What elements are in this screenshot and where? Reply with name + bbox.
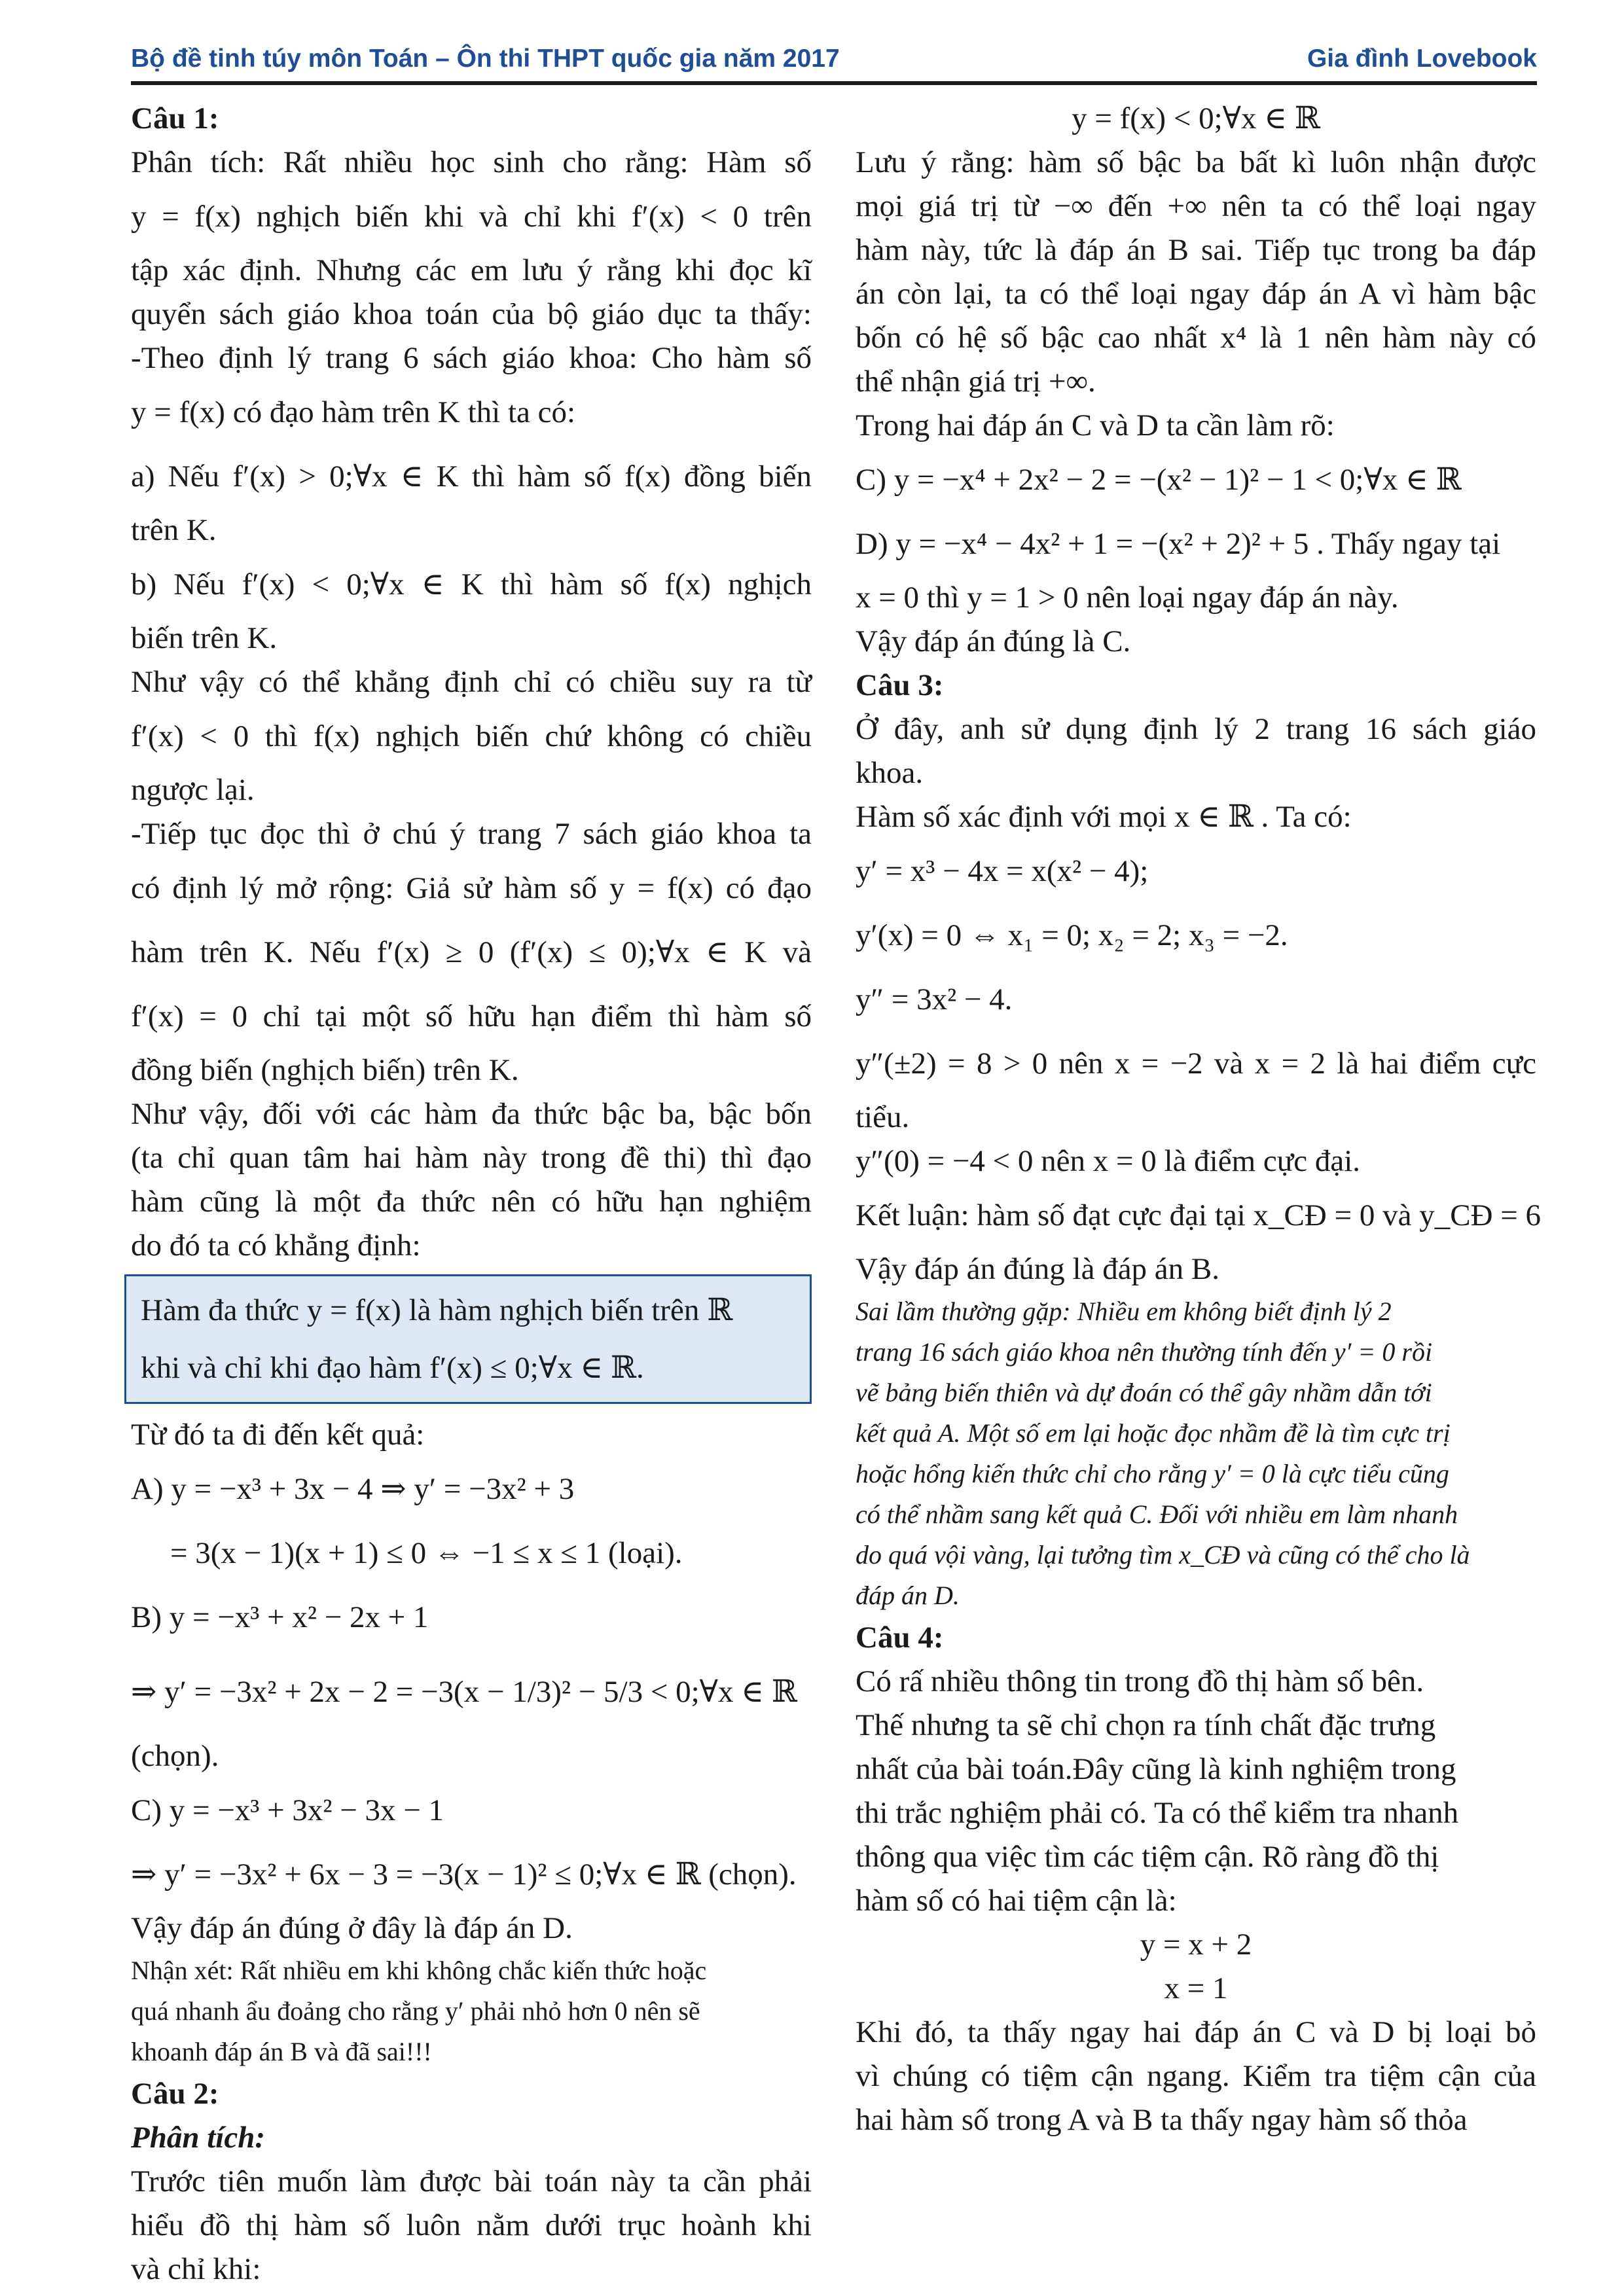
text-line: Như vậy có thể khẳng định chỉ có chiều suy ra từ — [131, 665, 812, 699]
text-line: đồng biến (nghịch biến) trên K. — [131, 1053, 519, 1087]
text-line: Vậy đáp án đúng là C. — [856, 624, 1131, 658]
text-line: Như vậy, đối với các hàm đa thức bậc ba, bậc bốn — [131, 1097, 812, 1131]
mistake-line: đáp án D. — [856, 1581, 960, 1610]
text-line: Kết luận: hàm số đạt cực đại tại x_CĐ = 0 và y_CĐ = 6 — [856, 1198, 1542, 1232]
remark-line: Nhận xét: Rất nhiều em khi không chắc kiến thức hoặc — [131, 1956, 707, 1985]
text-line: Hàm số xác định với mọi x ∈ ℝ . Ta có: — [856, 800, 1352, 834]
formula-line: C) y = −x⁴ + 2x² − 2 = −(x² − 1)² − 1 < 0;∀x ∈ ℝ — [856, 463, 1462, 497]
text-line: hàm này, tức là đáp án B sai. Tiếp tục trong ba đáp — [856, 233, 1536, 267]
text-line: quyển sách giáo khoa toán của bộ giáo dục ta thấy: — [131, 297, 812, 331]
text-line: f′(x) = 0 chỉ tại một số hữu hạn điểm thì hàm số — [131, 999, 812, 1033]
text-line: hiểu đồ thị hàm số luôn nằm dưới trục hoành khi — [131, 2208, 812, 2242]
formula-line: y′ = x³ − 4x = x(x² − 4); — [856, 854, 1149, 888]
text-line: y = f(x) có đạo hàm trên K thì ta có: — [131, 395, 576, 429]
text-line: mọi giá trị từ −∞ đến +∞ nên ta có thể loại ngay — [856, 189, 1536, 223]
box-line: khi và chỉ khi đạo hàm f′(x) ≤ 0;∀x ∈ ℝ. — [141, 1351, 644, 1385]
header-brand: Gia đình Lovebook — [1307, 45, 1537, 73]
mistake-line: kết quả A. Một số em lại hoặc đọc nhầm đề là tìm cực trị — [856, 1418, 1451, 1448]
formula-line: = 3(x − 1)(x + 1) ≤ 0 ⇔ −1 ≤ x ≤ 1 (loại). — [170, 1536, 683, 1570]
text-line: f′(x) < 0 thì f(x) nghịch biến chứ không có chiều — [131, 719, 812, 753]
remark-line: quá nhanh ẩu đoảng cho rằng y′ phải nhỏ hơn 0 nên sẽ — [131, 1996, 700, 2026]
text-line: hai hàm số trong A và B ta thấy ngay hàm số thỏa — [856, 2103, 1468, 2137]
right-column — [856, 97, 1542, 2142]
analysis-heading: Phân tích: — [131, 2121, 266, 2155]
text-line: hàm trên K. Nếu f′(x) ≥ 0 (f′(x) ≤ 0);∀x ∈ K và — [131, 935, 812, 969]
left-column — [131, 97, 812, 2291]
text-line: Lưu ý rằng: hàm số bậc ba bất kì luôn nhận được — [856, 145, 1536, 179]
text-line: -Theo định lý trang 6 sách giáo khoa: Cho hàm số — [131, 341, 812, 375]
text-line: tập xác định. Nhưng các em lưu ý rằng khi đọc kĩ — [131, 253, 812, 287]
question-3-heading: Câu 3: — [856, 668, 944, 702]
text-line: b) Nếu f′(x) < 0;∀x ∈ K thì hàm số f(x) nghịch — [131, 567, 812, 601]
formula-line: y″ = 3x² − 4. — [856, 982, 1013, 1016]
text-line: hàm số có hai tiệm cận là: — [856, 1884, 1177, 1918]
formula-line: y″(0) = −4 < 0 nên x = 0 là điểm cực đại. — [856, 1144, 1361, 1178]
question-2-heading: Câu 2: — [131, 2077, 219, 2111]
text-line: Từ đó ta đi đến kết quả: — [131, 1418, 425, 1452]
formula-line: x = 1 — [1164, 1971, 1228, 2005]
mistake-line: do quá vội vàng, lại tưởng tìm x_CĐ và cũng có thể cho là — [856, 1540, 1470, 1570]
text-line: ngược lại. — [131, 773, 255, 807]
mistake-line: vẽ bảng biến thiên và dự đoán có thể gây nhầm dẫn tới — [856, 1378, 1432, 1407]
remark-line: khoanh đáp án B và đã sai!!! — [131, 2037, 432, 2066]
text-line: thi trắc nghiệm phải có. Ta có thể kiểm tra nhanh — [856, 1796, 1459, 1830]
text-line: nhất của bài toán.Đây cũng là kinh nghiệm trong — [856, 1752, 1456, 1786]
header-title: Bộ đề tinh túy môn Toán – Ôn thi THPT quốc gia năm 2017 — [131, 45, 840, 73]
formula-line: A) y = −x³ + 3x − 4 ⇒ y′ = −3x² + 3 — [131, 1472, 575, 1506]
text-line: Trong hai đáp án C và D ta cần làm rõ: — [856, 408, 1335, 442]
text-line: Vậy đáp án đúng ở đây là đáp án D. — [131, 1911, 573, 1945]
formula-line: D) y = −x⁴ − 4x² + 1 = −(x² + 2)² + 5 . Thấy ngay tại — [856, 527, 1501, 561]
mistake-line: hoặc hổng kiến thức chỉ cho rằng y′ = 0 là cực tiểu cũng — [856, 1459, 1449, 1488]
header-rule — [131, 81, 1537, 85]
text-line: biến trên K. — [131, 621, 278, 655]
text-line: thông qua việc tìm các tiệm cận. Rõ ràng đồ thị — [856, 1840, 1439, 1874]
text-line: -Tiếp tục đọc thì ở chú ý trang 7 sách giáo khoa ta — [131, 817, 812, 851]
mistake-line: trang 16 sách giáo khoa nên thường tính đến y′ = 0 rồi — [856, 1337, 1433, 1367]
text-line: có định lý mở rộng: Giả sử hàm số y = f(x) có đạo — [131, 871, 812, 905]
question-4-heading: Câu 4: — [856, 1621, 944, 1655]
box-line: Hàm đa thức y = f(x) là hàm nghịch biến trên ℝ — [141, 1293, 733, 1327]
text-line: y = f(x) nghịch biến khi và chỉ khi f′(x) < 0 trên — [131, 200, 812, 234]
text-line: Khi đó, ta thấy ngay hai đáp án C và D bị loại bỏ — [856, 2015, 1536, 2049]
mistake-line: Sai lầm thường gặp: Nhiều em không biết định lý 2 — [856, 1297, 1392, 1326]
highlight-box — [124, 1274, 812, 1404]
formula-line: y″(±2) = 8 > 0 nên x = −2 và x = 2 là hai điểm cực — [856, 1047, 1536, 1081]
text-line: hàm cũng là một đa thức nên có hữu hạn nghiệm — [131, 1185, 812, 1219]
text-line: án còn lại, ta có thể loại ngay đáp án A vì hàm bậc — [856, 277, 1536, 311]
text-line: tiểu. — [856, 1100, 910, 1134]
text-line: thể nhận giá trị +∞. — [856, 365, 1096, 399]
text-line: a) Nếu f′(x) > 0;∀x ∈ K thì hàm số f(x) đồng biến — [131, 459, 812, 493]
question-1-heading: Câu 1: — [131, 101, 219, 135]
text-line: khoa. — [856, 756, 924, 790]
formula-line: y = x + 2 — [1140, 1928, 1252, 1962]
analysis-line: Phân tích: Rất nhiều học sinh cho rằng: Hàm số — [131, 145, 812, 179]
formula-line: y′(x) = 0 ⇔ x₁ = 0; x₂ = 2; x₃ = −2. — [856, 918, 1288, 952]
formula-line: ⇒ y′ = −3x² + 2x − 2 = −3(x − 1/3)² − 5/3 < 0;∀x ∈ ℝ — [131, 1675, 797, 1709]
formula-line: B) y = −x³ + x² − 2x + 1 — [131, 1600, 429, 1634]
text-line: do đó ta có khẳng định: — [131, 1229, 421, 1263]
formula-line: ⇒ y′ = −3x² + 6x − 3 = −3(x − 1)² ≤ 0;∀x ∈ ℝ (chọn). — [131, 1857, 797, 1892]
text-line: Có rấ nhiều thông tin trong đồ thị hàm số bên. — [856, 1664, 1424, 1698]
text-line: (chọn). — [131, 1739, 219, 1773]
text-line: vì chúng có tiệm cận ngang. Kiểm tra tiệm cận của — [856, 2059, 1536, 2093]
text-line: trên K. — [131, 513, 217, 547]
formula-line: C) y = −x³ + 3x² − 3x − 1 — [131, 1793, 444, 1827]
text-line: Vậy đáp án đúng là đáp án B. — [856, 1252, 1220, 1286]
text-line: và chỉ khi: — [131, 2252, 261, 2286]
text-line: Trước tiên muốn làm được bài toán này ta cần phải — [131, 2164, 812, 2198]
text-line: Ở đây, anh sử dụng định lý 2 trang 16 sách giáo — [856, 712, 1536, 746]
mistake-line: có thể nhầm sang kết quả C. Đối với nhiều em làm nhanh — [856, 1499, 1458, 1529]
text-line: bốn có hệ số bậc cao nhất x⁴ là 1 nên hàm này có — [856, 321, 1536, 355]
text-line: (ta chỉ quan tâm hai hàm này trong đề thi) thì đạo — [131, 1141, 812, 1175]
formula-line: y = f(x) < 0;∀x ∈ ℝ — [1072, 101, 1320, 135]
text-line: x = 0 thì y = 1 > 0 nên loại ngay đáp án này. — [856, 581, 1399, 615]
text-line: Thế nhưng ta sẽ chỉ chọn ra tính chất đặc trưng — [856, 1708, 1436, 1742]
